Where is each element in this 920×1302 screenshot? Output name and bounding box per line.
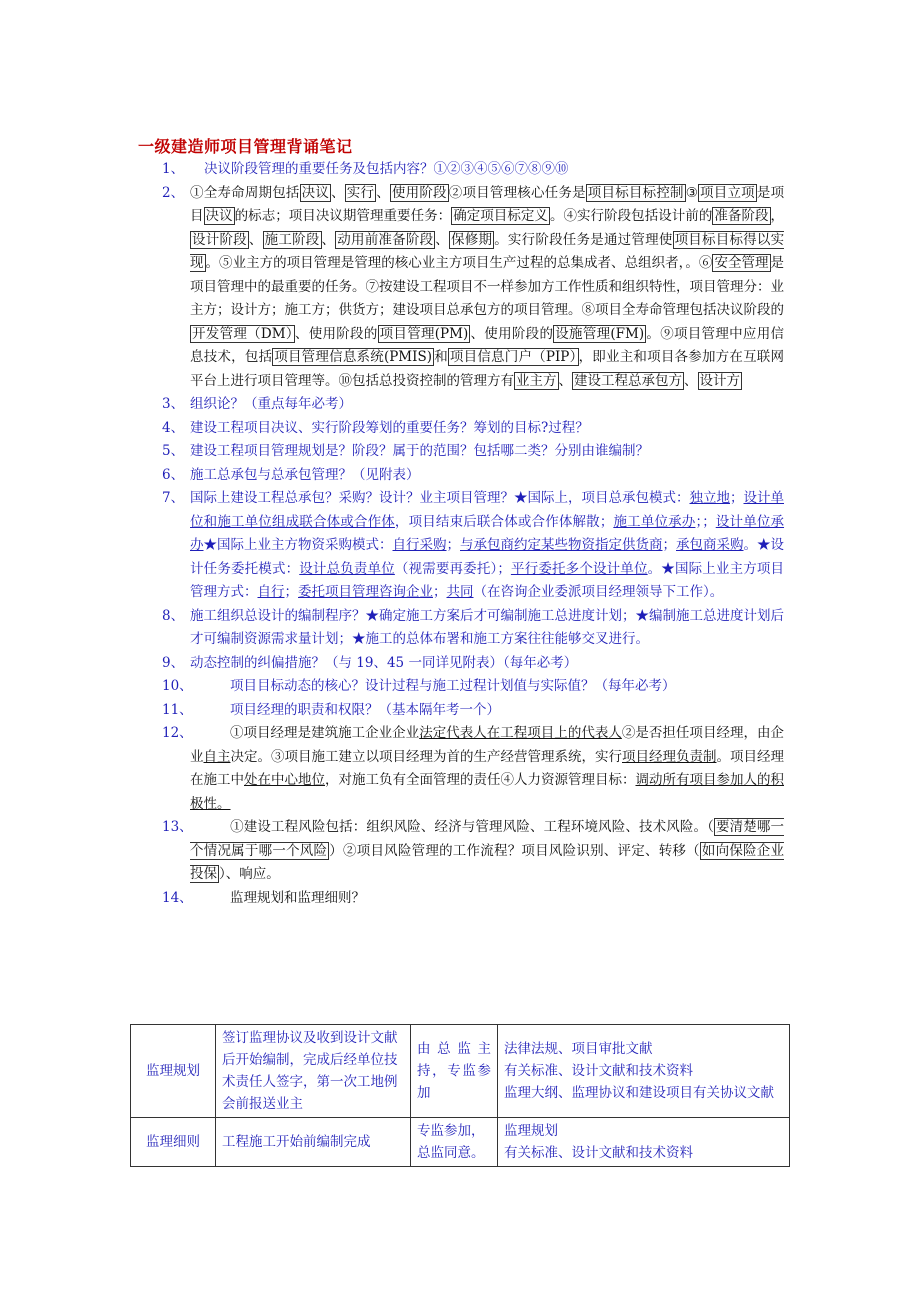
item-text: 决议阶段管理的重要任务及包括内容？①②③④⑤⑥⑦⑧⑨⑩ xyxy=(204,161,569,177)
list-item xyxy=(0,675,920,699)
list-item xyxy=(0,182,920,394)
item-text: ①项目经理是建筑施工企业企业法定代表人在工程项目上的代表人②是否担任项目经理，由企业自主决定。③项目施工建立以项目经理为首的生产经营管理系统，实行项目经理负责制。项目经理在施工中处在中心地位，对施工负有全面管理的责任④人力资源管理目标：调动所有项目参加人的积极性。 xyxy=(190,725,785,812)
item-number: 11、 xyxy=(162,701,193,718)
item-text: 监理规划和监理细则？ xyxy=(230,889,365,906)
list-item xyxy=(0,158,920,182)
list-item xyxy=(0,699,920,723)
table-cell: 监理规划 有关标准、设计文献和技术资料 xyxy=(498,1118,790,1167)
item-number: 7、 xyxy=(162,490,185,506)
item-text: ①建设工程风险包括：组织风险、经济与管理风险、工程环境风险、技术风险。（ 要清楚哪一个情况属于哪一个风险 ）②项目风险管理的工作流程？项目风险识别、评定、转移（ 如向保险企业投保 ）、响应。 xyxy=(190,819,785,882)
list-item xyxy=(0,464,920,488)
table-cell: 专监参加，总监同意。 xyxy=(411,1118,498,1167)
table-cell: 签订监理协议及收到设计文献后开始编制，完成后经单位技术责任人签字，第一次工地例会前报送业主 xyxy=(216,1025,411,1118)
table-cell: 法律法规、项目审批文献 有关标准、设计文献和技术资料 监理大纲、监理协议和建设项目有关协议文献 xyxy=(498,1025,790,1118)
table-cell: 由总监主持，专监参加 xyxy=(411,1025,498,1118)
supervision-table xyxy=(130,1024,790,1167)
item-text: 建设工程项目决议、实行阶段筹划的重要任务？筹划的目标?过程？ xyxy=(190,419,589,436)
list-item xyxy=(0,652,920,676)
table-row xyxy=(131,1025,790,1118)
item-number: 1、 xyxy=(162,161,185,177)
item-text: 组织论？（重点每年必考） xyxy=(190,396,352,412)
item-number: 4、 xyxy=(162,419,185,436)
item-number: 3、 xyxy=(162,396,185,412)
list-item xyxy=(0,722,920,816)
list-item xyxy=(0,887,920,911)
item-text: 施工组织总设计的编制程序？★确定施工方案后才可编制施工总进度计划；★编制施工总进度计划后才可编制资源需求量计划；★施工的总体布署和施工方案往往能够交叉进行。 xyxy=(190,607,784,647)
table-row xyxy=(131,1118,790,1167)
item-text: ①全寿命周期包括 决议 、 实行 、 使用阶段 ②项目管理核心任务是 项目标目标控制 ③ 项目立项 是项目 决议 的标志；项目决议期管理重要任务： 确定项目标定义 。④实行阶段包括设计前的 准备阶段 ，设计阶段 、 施工阶段 、 动用前准备阶段 、 保修期 。实行阶段任务是通过管理使 项目标目标得以实现 。⑤业主方的项目管理是管理的核心业主方项目生产过程的总集成者、总组织者，。⑥ 安全管理 是项目管理中的最重要的任务。⑦按建设工程项目不一样参加方工作性质和组织特性，项目管理分：业主方；设计方；施工方；供货方；建设项目总承包方的项目管理。⑧项目全寿命管理包括决议阶段的开发管理（DM） 、使用阶段的 项目管理(PM) 、使用阶段的 设施管理(FM) 。⑨项目管理中应用信息技术，包括 项目管理信息系统(PMIS) 和 项目信息门户（PIP） ，即业主和项目各参加方在互联网平台上进行项目管理等。⑩包括总投资控制的管理方有 业主方 、 建设工程总承包方 、 设计方 xyxy=(190,184,785,389)
item-text: 国际上建设工程总承包？采购？设计？业主项目管理？★国际上，项目总承包模式：独立地；设计单位和施工单位组成联合体或合作体，项目结束后联合体或合作体解散；施工单位承办；；设计单位承办★国际上业主方物资采购模式：自行采购；与承包商约定某些物资指定供货商；承包商采购。★设计任务委托模式：设计总负责单位（视需要再委托）；平行委托多个设计单位。★国际上业主方项目管理方式：自行；委托项目管理咨询企业；共同（在咨询企业委派项目经理领导下工作）。 xyxy=(190,490,785,600)
item-number: 12、 xyxy=(162,725,193,741)
item-text: 建设工程项目管理规划是？阶段？属于的范围？包括哪二类？分别由谁编制？ xyxy=(190,443,649,459)
list-item xyxy=(0,816,920,887)
table-cell: 工程施工开始前编制完成 xyxy=(216,1118,411,1167)
list-item xyxy=(0,393,920,417)
item-number: 8、 xyxy=(162,607,185,624)
item-text: 项目经理的职责和权限？（基本隔年考一个） xyxy=(230,701,500,718)
item-number: 6、 xyxy=(162,466,185,483)
table-cell: 监理细则 xyxy=(131,1118,216,1167)
note-list xyxy=(0,158,920,910)
item-number: 14、 xyxy=(162,889,193,906)
item-number: 5、 xyxy=(162,443,185,459)
page-title: 一级建造师项目管理背诵笔记 xyxy=(138,137,353,156)
item-number: 10、 xyxy=(162,678,193,694)
item-number: 13、 xyxy=(162,819,193,835)
list-item xyxy=(0,605,920,652)
item-number: 2、 xyxy=(162,184,185,201)
item-text: 动态控制的纠偏措施？（与 19、45 一同详见附表）（每年必考） xyxy=(190,654,578,671)
list-item xyxy=(0,440,920,464)
item-text: 施工总承包与总承包管理？（见附表） xyxy=(190,466,420,483)
list-item xyxy=(0,417,920,441)
item-number: 9、 xyxy=(162,654,185,671)
list-item xyxy=(0,487,920,605)
table-cell: 监理规划 xyxy=(131,1025,216,1118)
item-text: 项目目标动态的核心？设计过程与施工过程计划值与实际值？（每年必考） xyxy=(230,678,676,694)
